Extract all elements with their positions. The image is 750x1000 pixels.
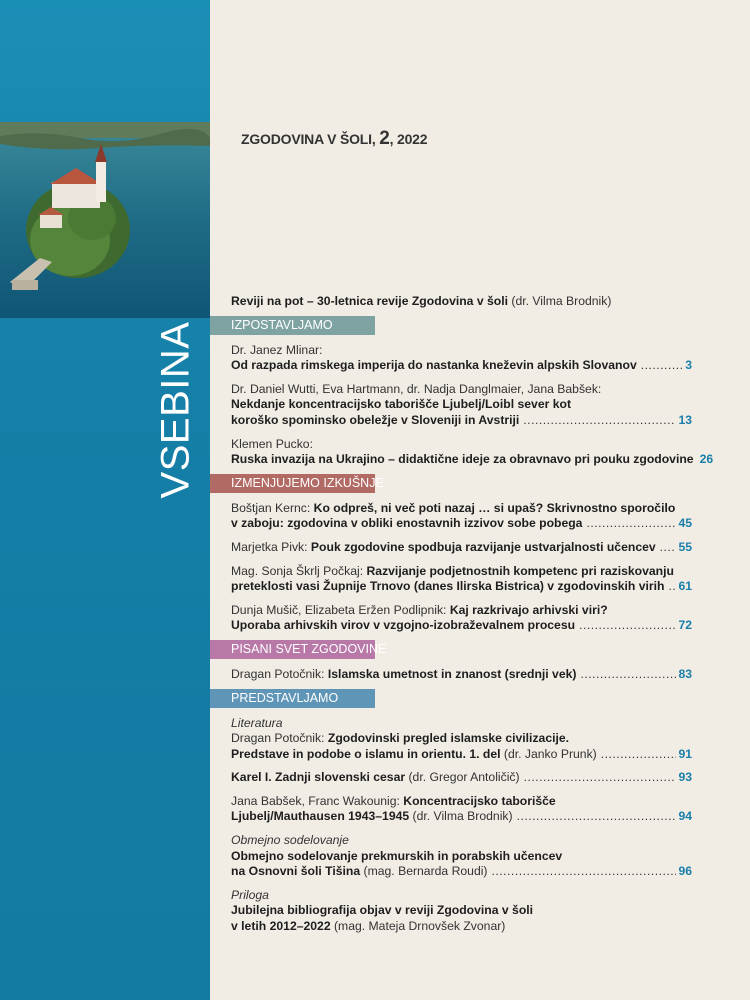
entry-note: (mag. Mateja Drnovšek Zvonar): [330, 919, 506, 934]
section-izmenjujemo-izkusnje: IZMENJUJEMO IZKUŠNJE: [210, 474, 375, 493]
page-number: 94: [678, 809, 692, 824]
entry-title: Islamska umetnost in znanost (srednji vek): [327, 666, 577, 681]
page-number: 55: [678, 539, 692, 554]
toc-entry[interactable]: [231, 770, 692, 786]
entry-title: preteklosti vasi Župnije Trnovo (danes Ilirska Bistrica) v zgodovinskih virih: [231, 579, 665, 594]
toc-entry[interactable]: [231, 888, 692, 935]
entry-author: Dragan Potočnik:: [231, 731, 328, 746]
issue-number: 2: [379, 128, 390, 149]
leader-dots: [580, 667, 676, 683]
toc-entry[interactable]: [231, 382, 692, 429]
leader-dots: [641, 358, 683, 374]
toc-entry[interactable]: [231, 794, 692, 825]
entry-author: Dunja Mušič, Elizabeta Eržen Podlipnik:: [231, 602, 450, 617]
entry-author: Jana Babšek, Franc Wakounig:: [231, 793, 404, 808]
toc-entry-intro[interactable]: [231, 294, 692, 310]
entry-title: v letih 2012–2022: [231, 919, 331, 934]
entry-author: Boštjan Kernc:: [231, 500, 314, 515]
entry-title: Koncentracijsko taborišče: [403, 793, 556, 808]
toc-entry[interactable]: [231, 833, 692, 880]
leader-dots: [668, 579, 676, 595]
lake-bled-island-photo: [0, 122, 210, 318]
contents-heading: VSEBINA: [153, 321, 198, 499]
entry-title: Uporaba arhivskih virov v vzgojno-izobraževalnem procesu: [231, 618, 576, 633]
journal-name: ZGODOVINA V ŠOLI,: [241, 131, 380, 147]
leader-dots: [524, 770, 677, 786]
entry-title: Ko odpreš, ni več poti nazaj … si upaš? Skrivnostno sporočilo: [313, 500, 676, 515]
issue-year: , 2022: [389, 131, 428, 147]
entry-note: (dr. Vilma Brodnik): [508, 294, 612, 308]
entry-title: Predstave in podobe o islamu in orientu. 1. del: [231, 746, 501, 761]
entry-title: Reviji na pot – 30-letnica revije Zgodovina v šoli: [231, 294, 509, 308]
toc-entry[interactable]: [231, 716, 692, 763]
page-number: 3: [685, 358, 692, 373]
entry-author: Dragan Potočnik:: [231, 666, 328, 681]
subsection-label: Obmejno sodelovanje: [231, 833, 349, 848]
toc-entry[interactable]: [231, 603, 692, 634]
sidebar: [0, 0, 210, 1000]
subsection-label: Literatura: [231, 715, 283, 730]
leader-dots: [579, 618, 676, 634]
entry-title: Pouk zgodovine spodbuja razvijanje ustvarjalnosti učencev: [310, 539, 656, 554]
page-number: 13: [678, 412, 692, 427]
entry-note: (dr. Janko Prunk): [500, 746, 597, 761]
section-pisani-svet-zgodovine: PISANI SVET ZGODOVINE: [210, 640, 375, 659]
entry-note: (dr. Gregor Antoličič): [405, 770, 520, 785]
entry-author: Dr. Janez Mlinar:: [231, 342, 323, 357]
entry-title: Od razpada rimskega imperija do nastanka kneževin alpskih Slovanov: [231, 358, 637, 373]
entry-title: Razvijanje podjetnostnih kompetenc pri raziskovanju: [366, 563, 674, 578]
page-number: 26: [699, 452, 714, 467]
toc-entry[interactable]: [231, 540, 692, 556]
entry-title: koroško spominsko obeležje v Sloveniji in Avstriji: [231, 412, 520, 427]
leader-dots: [586, 516, 676, 532]
leader-dots: [660, 540, 677, 556]
entry-title: Ljubelj/Mauthausen 1943–1945: [231, 809, 410, 824]
leader-dots: [517, 809, 677, 825]
page-number: 91: [678, 746, 692, 761]
entry-title: Obmejno sodelovanje prekmurskih in porabskih učencev: [231, 848, 563, 863]
entry-author: Dr. Daniel Wutti, Eva Hartmann, dr. Nadja Danglmaier, Jana Babšek:: [231, 381, 602, 396]
table-of-contents: [210, 294, 714, 935]
page-number: 93: [678, 770, 692, 785]
entry-title: v zaboju: zgodovina v obliki enostavnih izzivov sobe pobega: [231, 516, 583, 531]
entry-author: Mag. Sonja Škrlj Počkaj:: [231, 563, 367, 578]
toc-entry[interactable]: [231, 564, 692, 595]
page-number: 96: [678, 864, 692, 879]
entry-title: Jubilejna bibliografija objav v reviji Zgodovina v šoli: [231, 903, 534, 918]
page-number: 61: [678, 579, 692, 594]
entry-author: Marjetka Pivk:: [231, 539, 311, 554]
journal-title: [241, 128, 427, 150]
toc-entry[interactable]: [231, 436, 714, 468]
entry-author: Klemen Pucko:: [231, 436, 313, 451]
section-predstavljamo: PREDSTAVLJAMO: [210, 689, 375, 708]
entry-title: Zgodovinski pregled islamske civilizacije.: [327, 731, 570, 746]
leader-dots: [601, 747, 677, 763]
entry-title: Kaj razkrivajo arhivski viri?: [449, 602, 608, 617]
toc-entry[interactable]: [231, 343, 692, 374]
toc-entry[interactable]: [231, 667, 692, 683]
leader-dots: [523, 413, 676, 429]
entry-note: (mag. Bernarda Roudi): [360, 864, 488, 879]
toc-entry[interactable]: [231, 501, 692, 532]
entry-title: Nekdanje koncentracijsko taborišče Ljubelj/Loibl sever kot: [231, 397, 572, 412]
entry-title: na Osnovni šoli Tišina: [231, 864, 361, 879]
entry-title: Karel I. Zadnji slovenski cesar: [231, 770, 406, 785]
subsection-label: Priloga: [231, 887, 269, 902]
page-number: 72: [678, 618, 692, 633]
entry-note: (dr. Vilma Brodnik): [409, 809, 513, 824]
section-izpostavljamo: IZPOSTAVLJAMO: [210, 316, 375, 335]
page-number: 83: [678, 666, 692, 681]
page-number: 45: [678, 516, 692, 531]
leader-dots: [492, 864, 677, 880]
entry-title: Ruska invazija na Ukrajino – didaktične ideje za obravnavo pri pouku zgodovine: [231, 452, 694, 467]
